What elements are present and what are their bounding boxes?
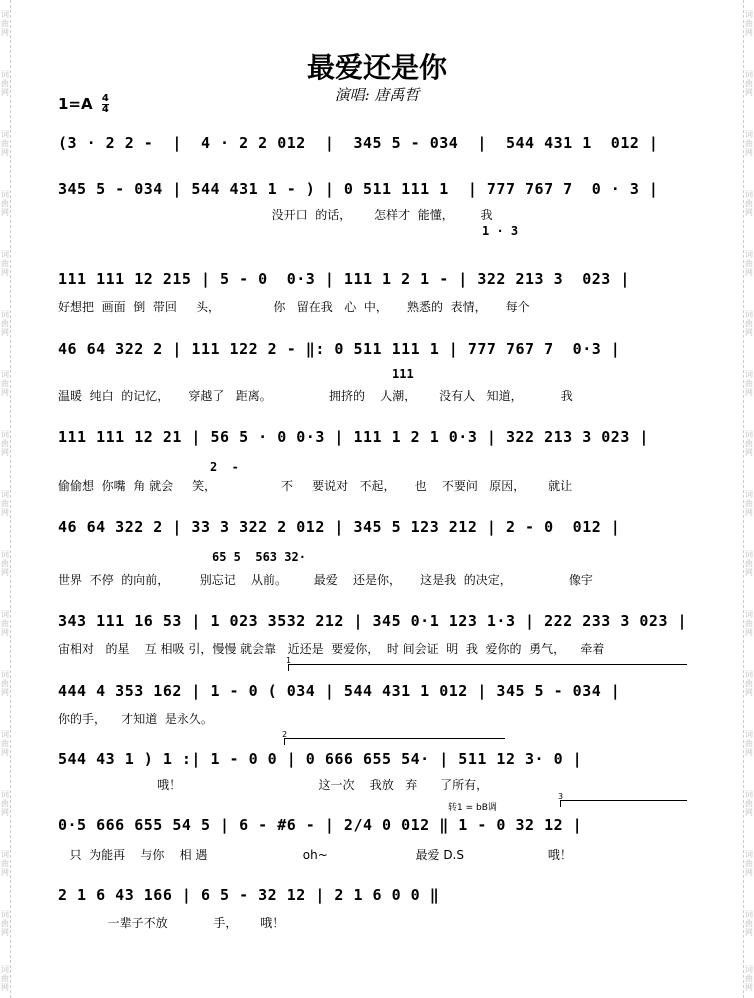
notation-row: 0·5 666 655 54 5 | 6 - #6 - | 2/4 0 012 ‖ 1 - 0 32 12 | — [58, 816, 583, 834]
notation-row: 46 64 322 2 | 111 122 2 - ‖: 0 511 111 1 | 777 767 7 0·3 | — [58, 340, 621, 358]
notation-row: 343 111 16 53 | 1 023 3532 212 | 345 0·1 123 1·3 | 222 233 3 023 | — [58, 612, 688, 630]
volta-number: 2 — [282, 730, 288, 739]
watermark: 词曲网 — [1, 910, 9, 937]
watermark: 词曲网 — [1, 190, 9, 217]
left-margin-strip — [0, 0, 11, 998]
notation-row: 111 111 12 21 | 56 5 · 0 0·3 | 111 1 2 1 0·3 | 322 213 3 023 | — [58, 428, 649, 446]
watermark: 词曲网 — [1, 850, 9, 877]
volta-number: 1 — [286, 656, 292, 665]
watermark: 词曲网 — [745, 490, 753, 517]
watermark: 词曲网 — [1, 130, 9, 157]
watermark: 词曲网 — [1, 670, 9, 697]
meter-bottom: 4 — [101, 104, 109, 115]
lyric-row: 好想把 画面 倒 带回 头， 你 留在我 心 中， 熟悉的 表情， 每个 — [58, 300, 530, 314]
notation-row: 2 1 6 43 166 | 6 5 - 32 12 | 2 1 6 0 0 ‖ — [58, 886, 440, 904]
watermark: 词曲网 — [1, 610, 9, 637]
lyric-row: 一辈子不放 手， 哦！ — [58, 916, 285, 930]
volta-number: 3 — [558, 792, 564, 801]
watermark: 词曲网 — [745, 10, 753, 37]
watermark: 词曲网 — [1, 550, 9, 577]
key-signature — [58, 94, 109, 115]
watermark: 词曲网 — [1, 490, 9, 517]
lyric-row: 温暖 纯白 的记忆， 穿越了 距离。 拥挤的 人潮， 没有人 知道， 我 — [58, 389, 573, 403]
lyric-row: 宙相对 的星 互 相吸 引，慢慢 就会靠 近还是 要爱你， 时 间会证 明 我 爱你的 勇气， 牵着 — [58, 642, 605, 656]
modulation-note: 转1 = bB调 — [448, 803, 497, 813]
watermark: 词曲网 — [745, 670, 753, 697]
lyric-row: 你的手， 才知道 是永久。 — [58, 712, 213, 726]
alt-notation: 2 - — [210, 460, 239, 474]
volta-bracket-2 — [282, 730, 505, 745]
lyric-row: 世界 不停 的向前， 别忘记 从前。 最爱 还是你， 这是我 的决定， 像宇 — [58, 573, 593, 587]
watermark: 词曲网 — [745, 910, 753, 937]
alt-notation: 111 — [392, 367, 414, 381]
watermark: 词曲网 — [745, 370, 753, 397]
notation-row: 46 64 322 2 | 33 3 322 2 012 | 345 5 123 212 | 2 - 0 012 | — [58, 518, 621, 536]
watermark: 词曲网 — [1, 965, 9, 992]
lyric-row: 哦！ 这一次 我放 弃 了所有， — [58, 778, 489, 792]
notation-row: 111 111 12 215 | 5 - 0 0·3 | 111 1 2 1 - | 322 213 3 023 | — [58, 270, 630, 288]
key-label: 1=A — [58, 95, 93, 113]
watermark: 词曲网 — [745, 850, 753, 877]
lyric-row: 偷偷想 你嘴 角 就会 笑， 不 要说对 不起， 也 不要问 原因， 就让 — [58, 479, 573, 493]
watermark: 词曲网 — [1, 10, 9, 37]
watermark: 词曲网 — [745, 190, 753, 217]
volta-bracket-1 — [286, 656, 687, 671]
watermark: 词曲网 — [1, 310, 9, 337]
watermark: 词曲网 — [745, 70, 753, 97]
notation-row: 444 4 353 162 | 1 - 0 ( 034 | 544 431 1 012 | 345 5 - 034 | — [58, 682, 621, 700]
watermark: 词曲网 — [745, 965, 753, 992]
watermark: 词曲网 — [1, 250, 9, 277]
lyric-row: 没开口 的话， 怎样才 能懂， 我 — [58, 208, 493, 222]
watermark: 词曲网 — [1, 790, 9, 817]
watermark: 词曲网 — [1, 70, 9, 97]
watermark: 词曲网 — [1, 430, 9, 457]
watermark: 词曲网 — [1, 730, 9, 757]
watermark: 词曲网 — [745, 790, 753, 817]
alt-notation: 65 5 563 32· — [212, 550, 306, 564]
watermark: 词曲网 — [745, 130, 753, 157]
watermark: 词曲网 — [745, 250, 753, 277]
notation-row: 345 5 - 034 | 544 431 1 - ) | 0 511 111 1 | 777 767 7 0 · 3 | — [58, 180, 659, 198]
notation-row: (3 · 2 2 - | 4 · 2 2 012 | 345 5 - 034 | 544 431 1 012 | — [58, 134, 659, 152]
watermark: 词曲网 — [745, 730, 753, 757]
alt-notation: 1 · 3 — [482, 224, 519, 238]
watermark: 词曲网 — [745, 550, 753, 577]
song-title: 最爱还是你 — [306, 51, 447, 84]
watermark: 词曲网 — [745, 310, 753, 337]
watermark: 词曲网 — [745, 430, 753, 457]
meter-top: 4 — [101, 93, 109, 104]
volta-bracket-3 — [558, 792, 687, 807]
right-margin-strip — [743, 0, 754, 998]
notation-row: 544 43 1 ) 1 :| 1 - 0 0 | 0 666 655 54· | 511 12 3· 0 | — [58, 750, 583, 768]
watermark: 词曲网 — [745, 610, 753, 637]
time-signature — [102, 94, 109, 115]
singer-credit: 演唱: 唐禹哲 — [334, 86, 420, 104]
watermark: 词曲网 — [1, 370, 9, 397]
lyric-row: 只 为能再 与你 相 遇 oh~ 最爱 D.S 哦！ — [58, 848, 572, 862]
